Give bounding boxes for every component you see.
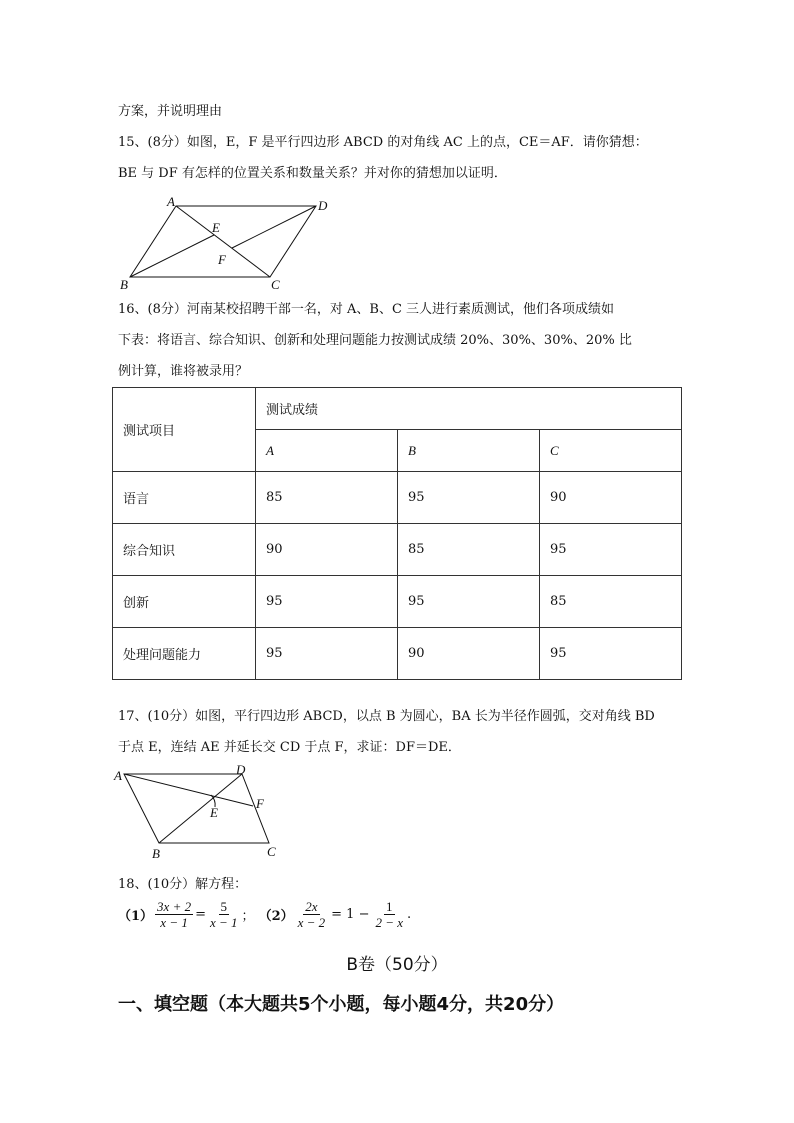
table-row <box>113 472 682 524</box>
denominator: x − 1 <box>160 915 188 930</box>
part-1-label: （1） <box>118 909 154 924</box>
candidate-a: A <box>256 430 398 472</box>
question-17-line-1: 17、(10分）如图，平行四边形 ABCD，以点 B 为圆心，BA 长为半径作圆弧，交对角线 BD <box>118 709 655 724</box>
question-15-line-2: BE 与 DF 有怎样的位置关系和数量关系？并对你的猜想加以证明． <box>118 166 507 181</box>
label-e: E <box>212 220 220 235</box>
segment-df <box>232 206 316 248</box>
question-16-line-2: 下表：将语言、综合知识、创新和处理问题能力按测试成绩 20%、30%、30%、20% 比 <box>118 333 632 348</box>
denominator: 2 − x <box>375 915 404 930</box>
score-cell: 90 <box>256 524 398 576</box>
row-item: 创新 <box>113 576 256 628</box>
label-a: A <box>167 194 175 209</box>
section-b-title: B卷（50分） <box>346 955 448 975</box>
score-cell: 95 <box>256 628 398 680</box>
fraction <box>373 899 405 930</box>
separator: ； <box>241 909 255 924</box>
score-cell: 85 <box>398 524 540 576</box>
table-row <box>113 576 682 628</box>
numerator: 2x <box>305 899 318 914</box>
label-a: A <box>114 768 122 783</box>
table-row <box>113 524 682 576</box>
label-d: D <box>236 762 246 777</box>
candidate-c: C <box>540 430 682 472</box>
label-c: C <box>267 844 276 859</box>
label-f: F <box>218 252 226 267</box>
score-cell: 95 <box>398 576 540 628</box>
fraction <box>296 899 328 930</box>
equals-sign: = <box>195 907 206 922</box>
question-15-line-1: 15、(8分）如图，E，F 是平行四边形 ABCD 的对角线 AC 上的点，CE＝AF．请你猜想： <box>118 135 648 150</box>
period: . <box>407 907 412 922</box>
question-18-line-1: 18、(10分）解方程： <box>118 877 248 892</box>
score-cell: 85 <box>256 472 398 524</box>
score-cell: 95 <box>256 576 398 628</box>
equations-line <box>118 899 411 930</box>
numerator: 1 <box>386 899 393 914</box>
segment-af <box>124 774 253 806</box>
candidate-b: B <box>398 430 540 472</box>
row-item: 综合知识 <box>113 524 256 576</box>
label-f: F <box>256 796 264 811</box>
fraction <box>155 899 193 930</box>
row-item: 处理问题能力 <box>113 628 256 680</box>
label-b: B <box>152 846 160 861</box>
score-cell: 95 <box>540 628 682 680</box>
header-scores: 测试成绩 <box>256 388 682 430</box>
table-row <box>113 628 682 680</box>
label-b: B <box>120 277 128 292</box>
score-cell: 90 <box>398 628 540 680</box>
question-16-line-1: 16、(8分）河南某校招聘干部一名，对 A、B、C 三人进行素质测试，他们各项成绩如 <box>118 302 615 317</box>
question-17-line-2: 于点 E，连结 AE 并延长交 CD 于点 F，求证：DF＝DE． <box>118 740 461 755</box>
question-16-line-3: 例计算，谁将被录用？ <box>118 364 249 379</box>
equals-one-minus: = 1 − <box>331 907 370 922</box>
score-cell: 95 <box>398 472 540 524</box>
denominator: x − 1 <box>210 915 238 930</box>
figure-q17 <box>112 762 292 864</box>
parallelogram-abcd <box>124 774 269 843</box>
label-e: E <box>210 805 218 820</box>
scores-table <box>112 387 682 680</box>
header-item: 测试项目 <box>113 388 256 472</box>
numerator: 5 <box>220 899 228 914</box>
figure-q15 <box>110 192 340 292</box>
label-d: D <box>318 198 328 213</box>
part-2-label: （2） <box>258 909 294 924</box>
numerator: 3x + 2 <box>157 899 192 914</box>
score-cell: 90 <box>540 472 682 524</box>
score-cell: 95 <box>540 524 682 576</box>
label-c: C <box>271 277 280 292</box>
diagonal-bd <box>159 774 242 843</box>
segment-be <box>130 235 214 277</box>
score-cell: 85 <box>540 576 682 628</box>
row-item: 语言 <box>113 472 256 524</box>
section-fill-title: 一、填空题（本大题共5个小题，每小题4分，共20分） <box>118 994 565 1015</box>
text-line-1: 方案，并说明理由 <box>118 104 223 119</box>
fraction <box>208 899 240 930</box>
denominator: x − 2 <box>297 915 326 930</box>
